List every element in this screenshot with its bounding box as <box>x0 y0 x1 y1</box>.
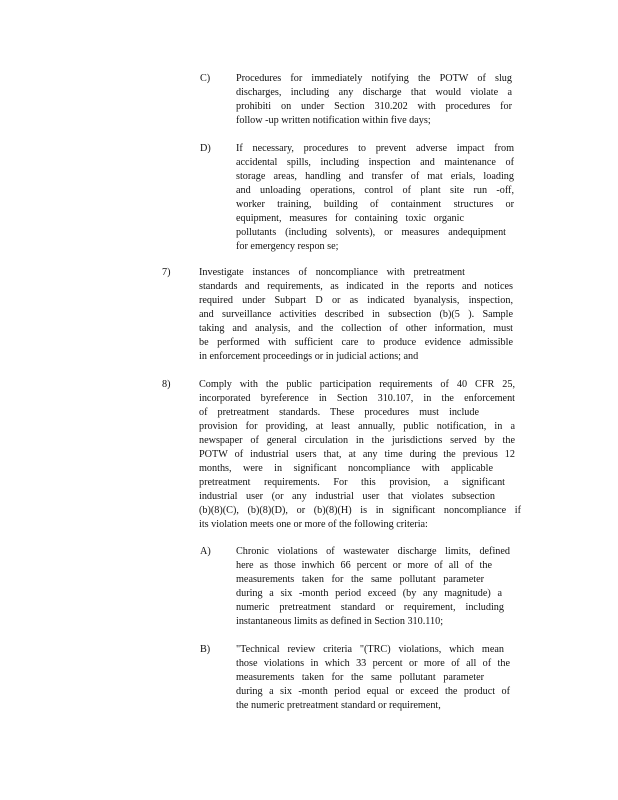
text-line: "Technical review criteria "(TRC) violations, which mean <box>236 644 504 655</box>
text-line: prohibiti on under Section 310.202 with procedures for <box>236 101 512 112</box>
text-line: pretreatment requirements. For this provision, a significant <box>199 477 505 488</box>
text-line: months, were in significant noncompliance with applicable <box>199 463 493 474</box>
text-line: measurements taken for the same pollutant parameter <box>236 672 484 683</box>
text-line: for emergency respon se; <box>236 241 339 252</box>
text-line: and surveillance activities described in subsection (b)(5 ). Sample <box>199 309 513 320</box>
text-line: standards and requirements, as indicated in the reports and notices <box>199 281 513 292</box>
text-line: taking and analysis, and the collection of other information, must <box>199 323 513 334</box>
text-line: the numeric pretreatment standard or requirement, <box>236 700 441 711</box>
text-line: industrial user (or any industrial user that violates subsection <box>199 491 495 502</box>
text-line: discharges, including any discharge that would violate a <box>236 87 512 98</box>
item-label: 8) <box>162 379 171 390</box>
text-line: worker training, building of containment structures or <box>236 199 514 210</box>
item-text <box>236 545 510 629</box>
item-label: D) <box>200 143 211 154</box>
text-line: be performed with sufficient care to produce evidence admissible <box>199 337 513 348</box>
text-line: Investigate instances of noncompliance with pretreatment <box>199 267 465 278</box>
text-line: equipment, measures for containing toxic organic <box>236 213 464 224</box>
item-label: A) <box>200 546 211 557</box>
text-line: Chronic violations of wastewater discharge limits, defined <box>236 546 510 557</box>
text-line: POTW of industrial users that, at any time during the previous 12 <box>199 449 515 460</box>
text-line: incorporated byreference in Section 310.107, in the enforcement <box>199 393 515 404</box>
item-text <box>236 142 514 254</box>
item-label: B) <box>200 644 211 655</box>
text-line: (b)(8)(C), (b)(8)(D), or (b)(8)(H) is in significant noncompliance if <box>199 505 521 516</box>
text-line: storage areas, handling and transfer of mat erials, loading <box>236 171 514 182</box>
item-text <box>236 72 512 128</box>
text-line: accidental spills, including inspection and maintenance of <box>236 157 514 168</box>
text-line: numeric pretreatment standard or requirement, including <box>236 602 504 613</box>
item-label: C) <box>200 73 211 84</box>
text-line: required under Subpart D or as indicated byanalysis, inspection, <box>199 295 513 306</box>
text-line: during a six -month period equal or exceed the product of <box>236 686 510 697</box>
text-line: pollutants (including solvents), or measures andequipment <box>236 227 506 238</box>
text-line: follow -up written notification within five days; <box>236 115 431 126</box>
item-text <box>199 266 513 364</box>
text-line: Procedures for immediately notifying the POTW of slug <box>236 73 512 84</box>
text-line: If necessary, procedures to prevent adverse impact from <box>236 143 514 154</box>
text-line: instantaneous limits as defined in Section 310.110; <box>236 616 444 627</box>
item-text <box>199 378 521 532</box>
text-line: of pretreatment standards. These procedures must include <box>199 407 479 418</box>
item-label: 7) <box>162 267 171 278</box>
text-line: and unloading operations, control of plant site run -off, <box>236 185 514 196</box>
text-line: in enforcement proceedings or in judicial actions; and <box>199 351 419 362</box>
text-line: Comply with the public participation requirements of 40 CFR 25, <box>199 379 515 390</box>
text-line: here as those inwhich 66 percent or more of all of the <box>236 560 492 571</box>
text-line: during a six -month period exceed (by any magnitude) a <box>236 588 502 599</box>
item-text <box>236 643 510 713</box>
text-line: its violation meets one or more of the following criteria: <box>199 519 428 530</box>
text-line: provision for providing, at least annually, public notification, in a <box>199 421 515 432</box>
text-line: those violations in which 33 percent or more of all of the <box>236 658 510 669</box>
text-line: measurements taken for the same pollutant parameter <box>236 574 484 585</box>
text-line: newspaper of general circulation in the jurisdictions served by the <box>199 435 515 446</box>
